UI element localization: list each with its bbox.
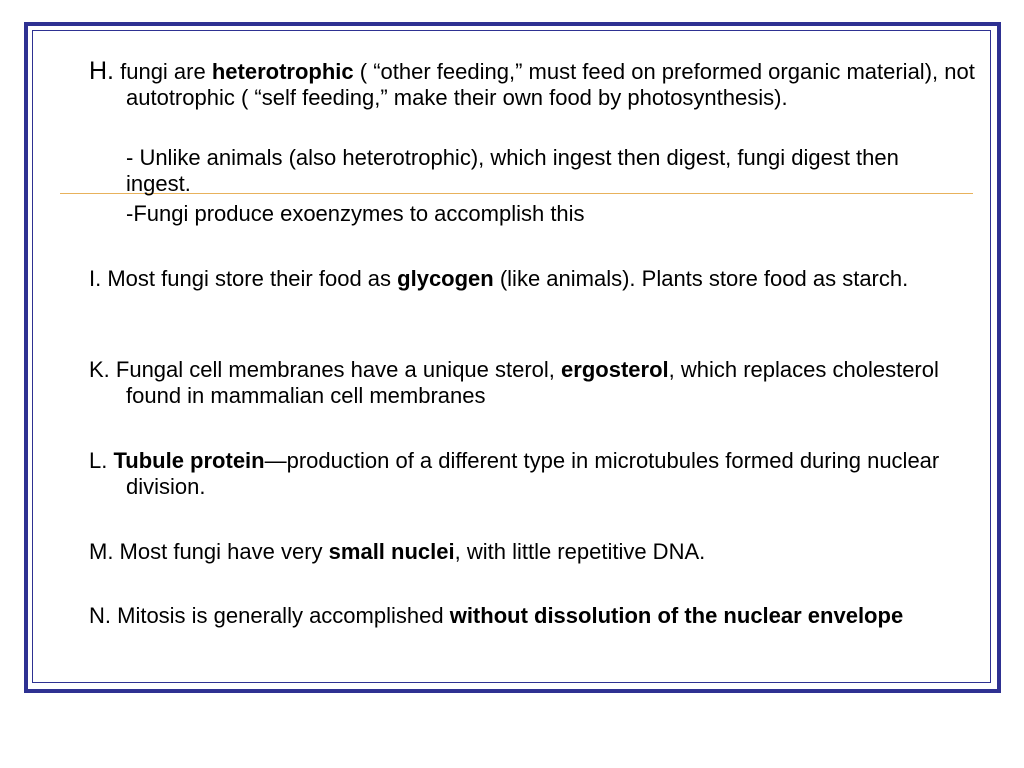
item-m-post: , with little repetitive DNA.: [454, 539, 706, 564]
item-m-pre: M. Most fungi have very: [89, 539, 329, 564]
item-k-pre: K. Fungal cell membranes have a unique sterol,: [89, 357, 562, 382]
item-m: [89, 539, 986, 565]
item-l: [89, 448, 986, 500]
item-h-pre: fungi are: [114, 59, 212, 84]
item-h-letter: H.: [89, 57, 114, 85]
item-i-bold: glycogen: [397, 266, 494, 291]
item-l-bold: Tubule protein: [113, 448, 265, 473]
item-k-bold: ergosterol: [561, 357, 669, 382]
item-i: [89, 266, 986, 292]
item-h-bold: heterotrophic: [211, 59, 354, 84]
item-k: [89, 357, 986, 409]
item-h: [89, 58, 986, 111]
item-i-pre: I. Most fungi store their food as: [89, 266, 398, 291]
item-l-pre: L.: [89, 448, 114, 473]
item-n-bold: without dissolution of the nuclear envelope: [449, 603, 904, 628]
item-n: [89, 603, 986, 629]
item-h-sub2: -Fungi produce exoenzymes to accomplish this: [126, 201, 585, 226]
item-h-post: ( “other feeding,” must feed on preformed organic material), not autotrophic ( “self feeding,” make their own food by photosynthesis).: [126, 59, 975, 110]
item-n-pre: N. Mitosis is generally accomplished: [89, 603, 450, 628]
item-h-sub1: - Unlike animals (also heterotrophic), which ingest then digest, fungi digest then ingest.: [126, 145, 899, 196]
item-i-post: (like animals). Plants store food as starch.: [493, 266, 909, 291]
item-l-post: —production of a different type in microtubules formed during nuclear division.: [126, 448, 940, 499]
item-k-post: , which replaces cholesterol found in mammalian cell membranes: [126, 357, 939, 408]
item-m-bold: small nuclei: [328, 539, 455, 564]
